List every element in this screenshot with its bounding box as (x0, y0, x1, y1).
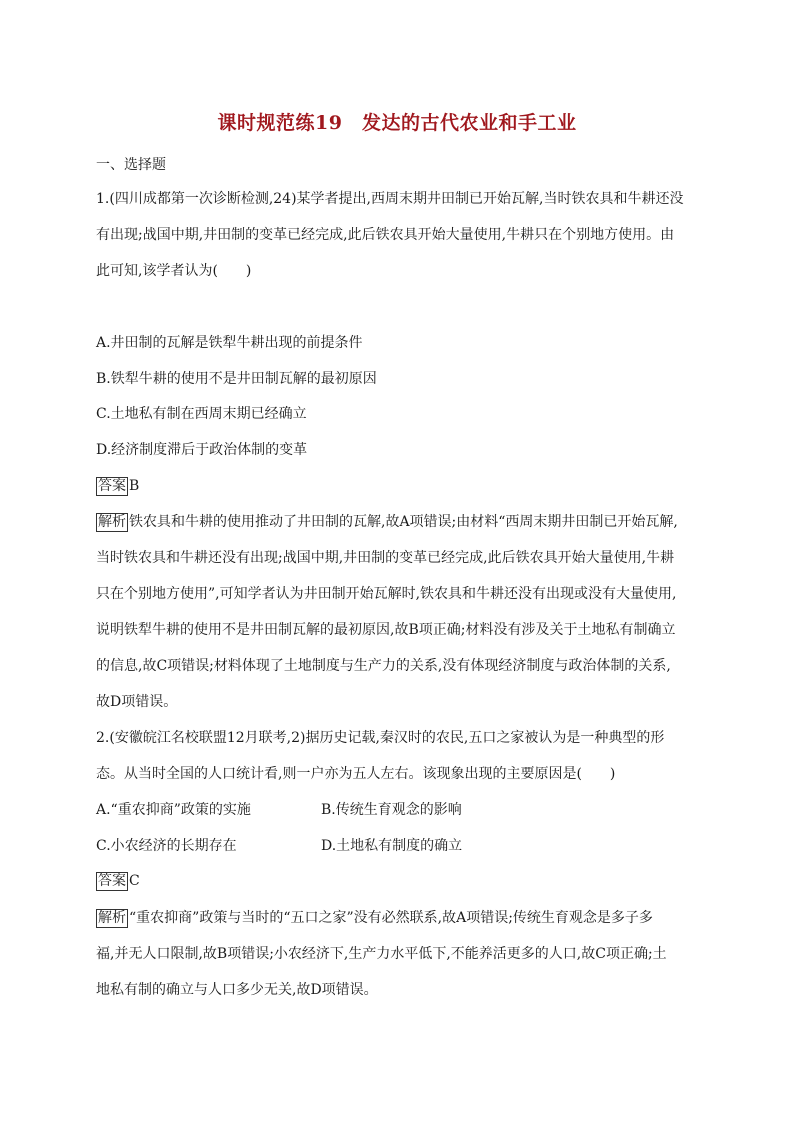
q1-stem-line-2: 有出现;战国中期,井田制的变革已经完成,此后铁农具开始大量使用,牛耕只在个别地方使用。由 (96, 227, 675, 243)
q2-stem-line-2: 态。从当时全国的人口统计看,则一户亦为五人左右。该现象出现的主要原因是( ) (96, 766, 616, 782)
q2-analysis-text-1: “重农抑商”政策与当时的“五口之家”没有必然联系,故A项错误;传统生育观念是多子多 (129, 910, 653, 926)
answer-label: 答案 (98, 478, 126, 494)
page-title: 课时规范练19 发达的古代农业和手工业 (217, 112, 577, 134)
q2-option-d: D.土地私有制度的确立 (321, 838, 463, 854)
q1-option-a: A.井田制的瓦解是铁犁牛耕出现的前提条件 (96, 335, 363, 351)
q2-stem-line-1: 2.(安徽皖江名校联盟12月联考,2)据历史记载,秦汉时的农民,五口之家被认为是一种典型的形 (96, 730, 665, 746)
section-heading: 一、选择题 (96, 157, 166, 173)
q1-stem-line-3: 此可知,该学者认为( ) (96, 263, 252, 279)
q2-option-a: A.“重农抑商”政策的实施 (96, 802, 251, 818)
analysis-label: 解析 (98, 514, 126, 530)
q1-answer-value: B (129, 478, 140, 494)
q1-answer-row (96, 476, 706, 496)
q2-analysis-line-3: 地私有制的确立与人口多少无关,故D项错误。 (96, 982, 378, 998)
q2-answer-row (96, 871, 706, 891)
q1-analysis-text-1: 铁农具和牛耕的使用推动了井田制的瓦解,故A项错误;由材料“西周末期井田制已开始瓦解, (129, 514, 678, 530)
q2-answer-value: C (129, 873, 140, 889)
q2-options-row-2 (96, 836, 706, 856)
q1-analysis-line-2: 当时铁农具和牛耕还没有出现;战国中期,井田制的变革已经完成,此后铁农具开始大量使用,牛耕 (96, 550, 675, 566)
answer-label: 答案 (98, 873, 126, 889)
q2-options-row-1 (96, 800, 706, 820)
q2-option-c: C.小农经济的长期存在 (96, 838, 237, 854)
q2-analysis-line-1 (96, 908, 706, 928)
q1-analysis-line-4: 说明铁犁牛耕的使用不是井田制瓦解的最初原因,故B项正确;材料没有涉及关于土地私有制确立 (96, 622, 676, 638)
q1-analysis-line-5: 的信息,故C项错误;材料体现了土地制度与生产力的关系,没有体现经济制度与政治体制的关系, (96, 658, 671, 674)
q1-option-b: B.铁犁牛耕的使用不是井田制瓦解的最初原因 (96, 371, 377, 387)
analysis-label: 解析 (98, 910, 126, 926)
q1-stem-line-1: 1.(四川成都第一次诊断检测,24)某学者提出,西周末期井田制已开始瓦解,当时铁农具和牛耕还没 (96, 191, 684, 207)
q1-analysis-line-3: 只在个别地方使用”,可知学者认为井田制开始瓦解时,铁农具和牛耕还没有出现或没有大量使用, (96, 586, 677, 602)
q1-analysis-line-1 (96, 512, 706, 532)
q1-option-c: C.土地私有制在西周末期已经确立 (96, 406, 307, 422)
q2-option-b: B.传统生育观念的影响 (321, 802, 462, 818)
q1-option-d: D.经济制度滞后于政治体制的变革 (96, 442, 308, 458)
q1-analysis-line-6: 故D项错误。 (96, 694, 178, 710)
q2-analysis-line-2: 福,并无人口限制,故B项错误;小农经济下,生产力水平低下,不能养活更多的人口,故C项正确;土 (96, 946, 667, 962)
